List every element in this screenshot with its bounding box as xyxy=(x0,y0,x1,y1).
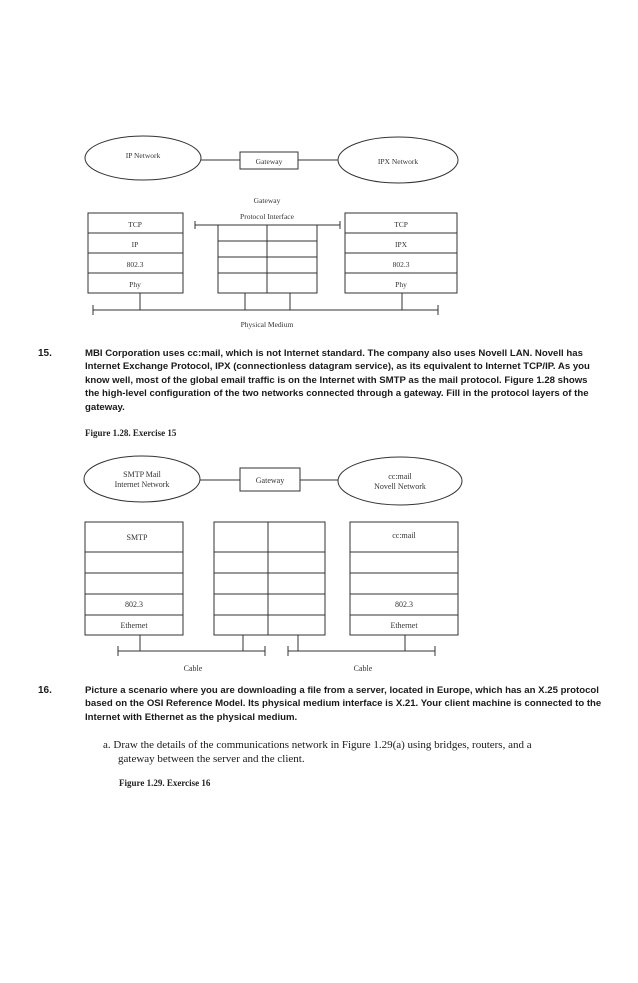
protocol-interface-label: Protocol Interface xyxy=(240,212,294,221)
q16-line: Picture a scenario where you are downloading a file from a server, located in Europe, which has an X.25 protocol xyxy=(85,685,599,696)
left-stack-layer: 802.3 xyxy=(126,260,144,269)
ccmail-label: cc:mail xyxy=(388,472,412,481)
ip-network-label: IP Network xyxy=(125,151,161,160)
left-stack-layer: IP xyxy=(131,240,139,249)
q16a-line: gateway between the server and the client. xyxy=(118,753,305,765)
q15-line: gateway. xyxy=(85,401,125,413)
gateway-protocol-stack xyxy=(195,221,340,293)
ipx-network-label: IPX Network xyxy=(377,157,419,166)
right-stack-layer-bottom: Ethernet xyxy=(390,621,418,630)
q15-line: the high-level configuration of the two networks connected through a gateway. Fill in the protocol layers of the xyxy=(85,388,589,400)
gateway-box-label-bottom: Gateway xyxy=(255,476,285,485)
question-15-text xyxy=(85,347,595,414)
right-stack-layer-bottom: cc:mail xyxy=(392,531,416,540)
left-stack-layer-bottom: 802.3 xyxy=(125,600,143,609)
left-stack-layer: TCP xyxy=(128,220,142,229)
left-stack-layer: Phy xyxy=(129,280,141,289)
left-stack-layer-bottom: Ethernet xyxy=(120,621,148,630)
gateway-title: Gateway xyxy=(253,196,281,205)
right-stack-layer: TCP xyxy=(394,220,408,229)
right-stack-layer: Phy xyxy=(395,280,407,289)
q16a-line: a. Draw the details of the communications network in Figure 1.29(a) using bridges, routers, and a xyxy=(103,739,532,751)
figure-1-29-caption: Figure 1.29. Exercise 16 xyxy=(119,778,211,788)
right-stack-layer-bottom: 802.3 xyxy=(395,600,413,609)
gateway-protocol-stack-bottom xyxy=(214,522,325,635)
right-stack-layer: 802.3 xyxy=(392,260,410,269)
question-16-part-a xyxy=(103,738,593,766)
q15-line: know well, most of the global email traffic is on the Internet with SMTP as the mail protocol. Figure 1.28 shows xyxy=(85,374,588,386)
left-stack-layer-bottom: SMTP xyxy=(126,533,148,542)
figure-gateway-ip-ipx xyxy=(0,0,638,340)
q16-line: based on the OSI Reference Model. Its physical medium interface is X.21. Your client machine is connected to the xyxy=(85,698,602,710)
cable-left-label: Cable xyxy=(183,664,203,673)
ccmail-network-ellipse xyxy=(338,457,462,505)
question-16-number: 16. xyxy=(38,685,52,696)
q15-line: MBI Corporation uses cc:mail, which is not Internet standard. The company also uses Novell LAN. Novell has xyxy=(85,348,583,359)
right-stack-layer: IPX xyxy=(394,240,408,249)
smtp-mail-label: SMTP Mail xyxy=(123,470,161,479)
physical-medium-label: Physical Medium xyxy=(240,320,294,329)
internet-network-label: Internet Network xyxy=(114,480,170,489)
q15-line: Internet Exchange Protocol, IPX (connectionless datagram service), as its equivalent to Internet TCP/IP. As you xyxy=(85,361,590,373)
gateway-box-label: Gateway xyxy=(255,157,283,166)
smtp-network-ellipse xyxy=(84,456,200,502)
question-16-text xyxy=(85,684,602,724)
novell-network-label: Novell Network xyxy=(374,482,426,491)
figure-1-28-caption: Figure 1.28. Exercise 15 xyxy=(85,428,177,438)
q16-line: Internet with Ethernet as the physical medium. xyxy=(85,711,298,723)
cable-right-label: Cable xyxy=(353,664,373,673)
question-15-number: 15. xyxy=(38,348,52,359)
figure-gateway-smtp-ccmail xyxy=(0,440,638,680)
